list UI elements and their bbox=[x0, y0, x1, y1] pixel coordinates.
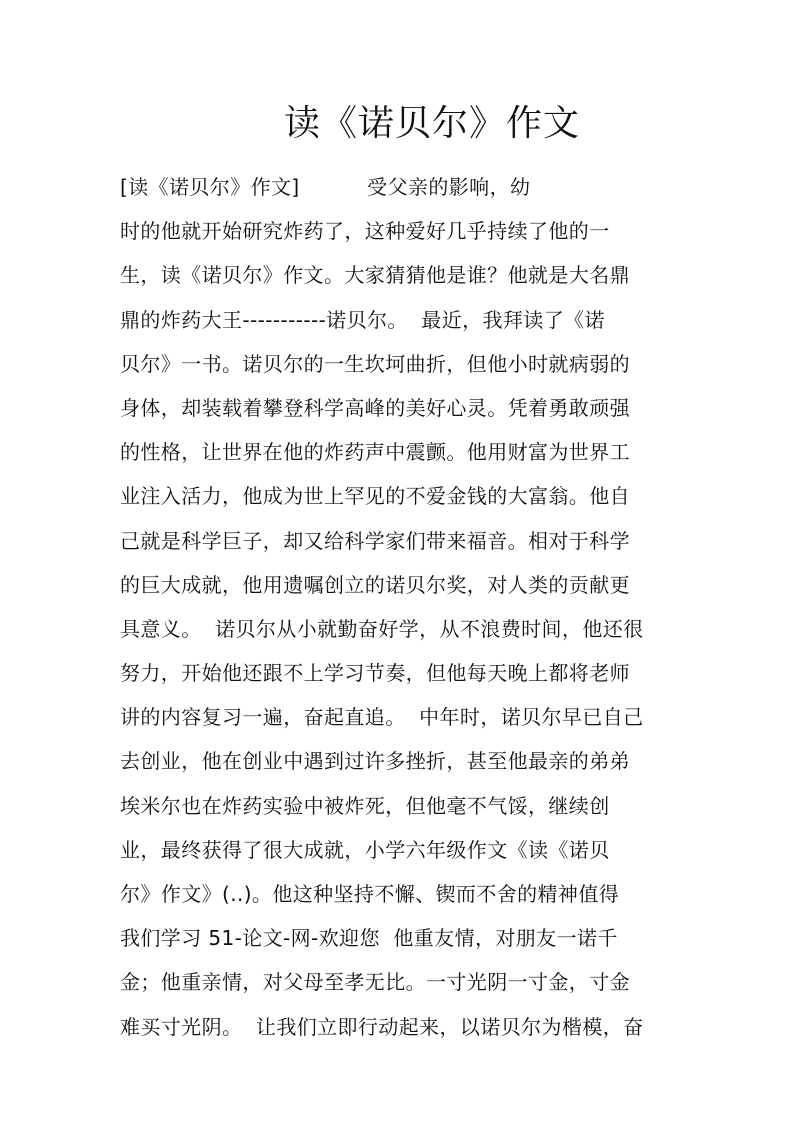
body-line: 鼎的炸药大王-----------诺贝尔。 最近，我拜读了《诺 bbox=[120, 307, 605, 332]
body-line: 金；他重亲情，对父母至孝无比。一寸光阴一寸金，寸金 bbox=[120, 970, 630, 995]
document-body bbox=[120, 165, 660, 1049]
body-line: 讲的内容复习一遍，奋起直追。 中年时，诺贝尔早已自己 bbox=[120, 705, 644, 730]
body-line: 我们学习 51-论文-网-欢迎您 他重友情，对朋友一诺千 bbox=[120, 926, 618, 951]
body-line: 贝尔》一书。诺贝尔的一生坎坷曲折，但他小时就病弱的 bbox=[120, 351, 630, 376]
body-line: 具意义。 诺贝尔从小就勤奋好学，从不浪费时间，他还很 bbox=[120, 616, 644, 641]
body-line: 生，读《诺贝尔》作文。大家猜猜他是谁？他就是大名鼎 bbox=[120, 263, 630, 288]
body-line: 业注入活力，他成为世上罕见的不爱金钱的大富翁。他自 bbox=[120, 484, 630, 509]
body-line: 业，最终获得了很大成就，小学六年级作文《读《诺贝 bbox=[120, 837, 610, 862]
body-line: 努力，开始他还跟不上学习节奏，但他每天晚上都将老师 bbox=[120, 661, 630, 686]
body-line: 埃米尔也在炸药实验中被炸死，但他毫不气馁，继续创 bbox=[120, 793, 610, 818]
body-line: 的性格，让世界在他的炸药声中震颤。他用财富为世界工 bbox=[120, 440, 630, 465]
body-line: 己就是科学巨子，却又给科学家们带来福音。相对于科学 bbox=[120, 528, 630, 553]
body-line: 身体，却装载着攀登科学高峰的美好心灵。凭着勇敢顽强 bbox=[120, 395, 630, 420]
body-line: 去创业，他在创业中遇到过许多挫折，甚至他最亲的弟弟 bbox=[120, 749, 630, 774]
body-line: 的巨大成就，他用遗嘱创立的诺贝尔奖，对人类的贡献更 bbox=[120, 572, 630, 597]
body-line: [读《诺贝尔》作文] 受父亲的影响，幼 bbox=[120, 175, 531, 199]
body-line: 难买寸光阴。 让我们立即行动起来，以诺贝尔为楷模，奋 bbox=[120, 1014, 644, 1039]
body-line: 尔》作文》(..)。他这种坚持不懈、锲而不舍的精神值得 bbox=[120, 882, 620, 906]
body-line: 时的他就开始研究炸药了，这种爱好几乎持续了他的一 bbox=[120, 219, 610, 244]
document-title: 读《诺贝尔》作文 bbox=[283, 103, 580, 144]
